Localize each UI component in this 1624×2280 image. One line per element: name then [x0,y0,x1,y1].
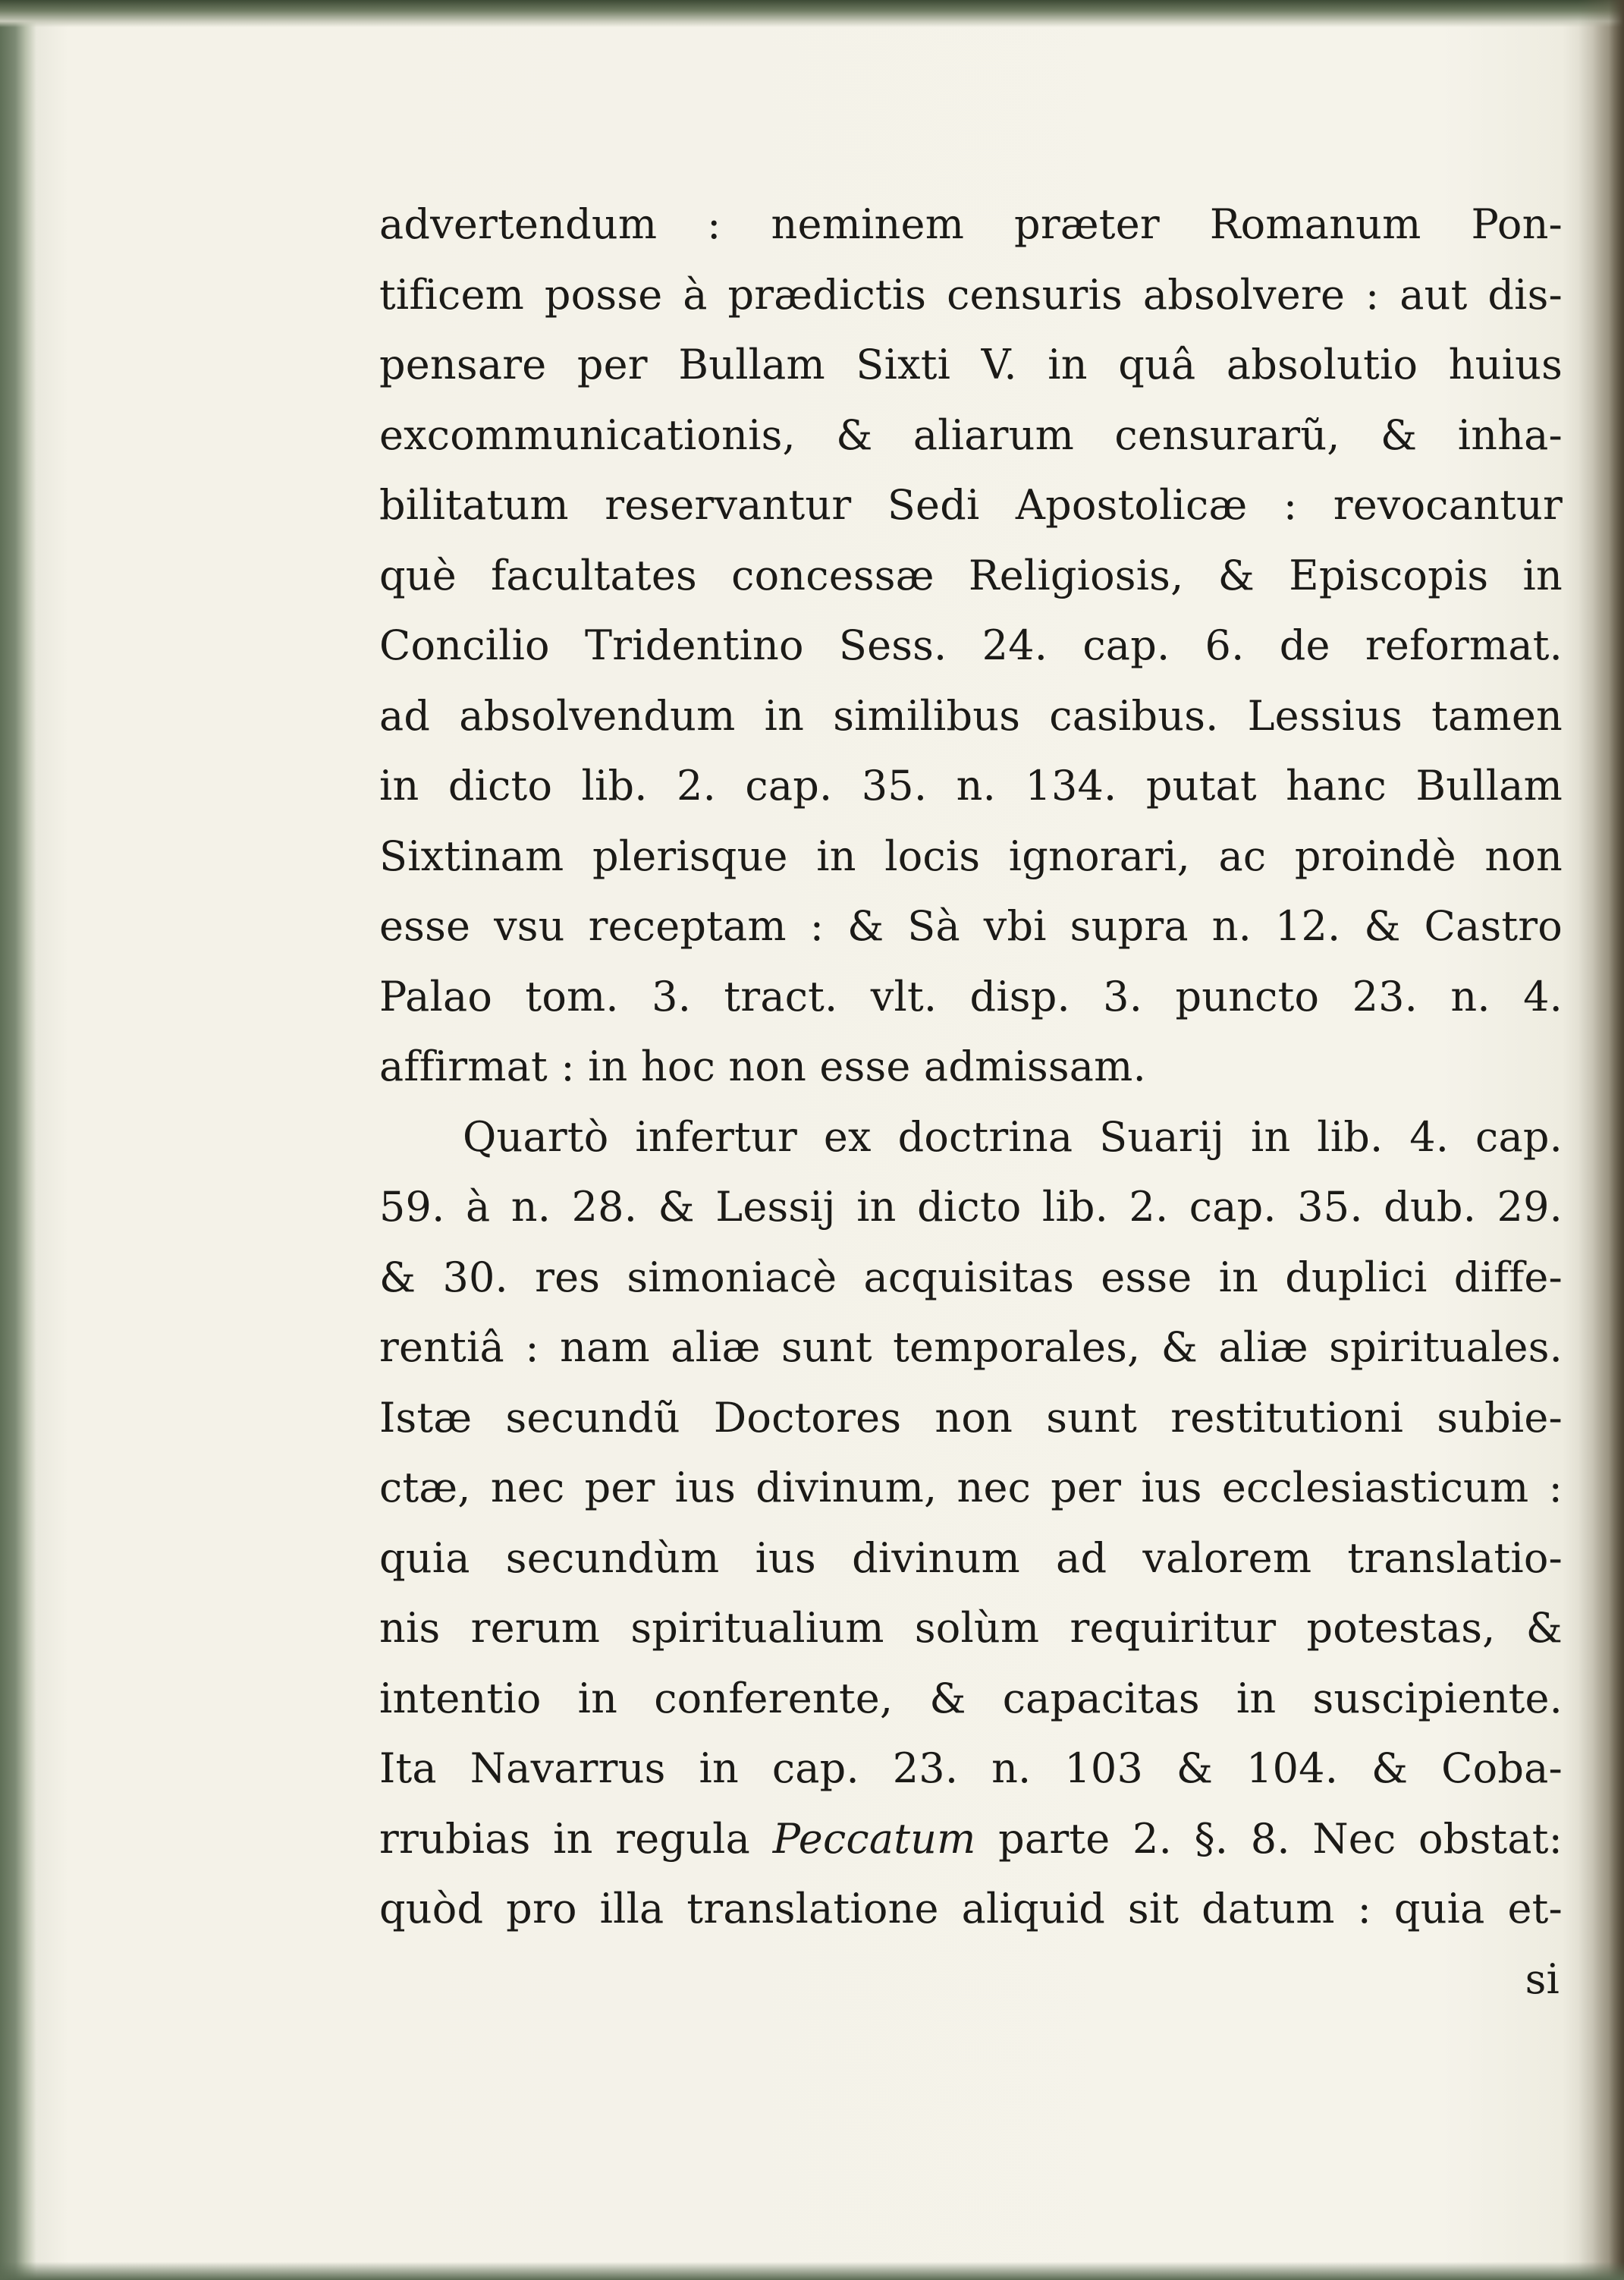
text-line: bilitatum reservantur Sedi Apostolicæ : revocantur [379,481,1563,529]
text-line: advertendum : neminem præter Romanum Pon- [379,200,1563,248]
text-line: affirmat : in hoc non esse admissam. [379,1043,1146,1090]
text-line: rrubias in regula Peccatum parte 2. §. 8. Nec obstat: [379,1814,1563,1863]
text-line: 59. à n. 28. & Lessij in dicto lib. 2. cap. 35. dub. 29. [379,1183,1563,1231]
text-line: rentiâ : nam aliæ sunt temporales, & aliæ spirituales. [379,1323,1563,1371]
text-line: tificem posse à prædictis censuris absolvere : aut dis- [379,270,1563,319]
text-line: intentio in conferente, & capacitas in suscipiente. [379,1674,1563,1722]
text-line: excommunicationis, & aliarum censurarũ, & inha- [379,410,1563,459]
text-line: Quartò infertur ex doctrina Suarij in lib. 4. cap. [463,1112,1563,1161]
text-line: esse vsu receptam : & Sà vbi supra n. 12. & Castro [379,902,1563,950]
text-line: quia secundùm ius divinum ad valorem translatio- [379,1533,1563,1582]
text-line: ctæ, nec per ius divinum, nec per ius ecclesiasticum : [379,1464,1563,1511]
text-line: & 30. res simoniacè acquisitas esse in duplici diffe- [379,1253,1563,1301]
text-line: Istæ secundũ Doctores non sunt restitutioni subie- [379,1393,1563,1442]
text-line: ad absolvendum in similibus casibus. Lessius tamen [379,691,1563,740]
page-top-edge [0,0,1624,27]
page-bottom-edge [0,2262,1624,2280]
body-text [379,190,1563,2014]
text-line: Sixtinam plerisque in locis ignorari, ac proindè non [379,832,1563,880]
text-line: pensare per Bullam Sixti V. in quâ absolutio huius [379,341,1563,388]
text-line: què facultates concessæ Religiosis, & Episcopis in [379,551,1563,599]
text-line: quòd pro illa translatione aliquid sit datum : quia et- [379,1885,1563,1932]
text-line: Palao tom. 3. tract. vlt. disp. 3. puncto 23. n. 4. [379,972,1563,1020]
catchword: si [1525,1955,1560,2003]
page-right-edge [1578,0,1624,2280]
text-line: Ita Navarrus in cap. 23. n. 103 & 104. & Coba- [379,1744,1563,1792]
text-line: nis rerum spiritualium solùm requiritur potestas, & [379,1604,1563,1652]
text-line: Concilio Tridentino Sess. 24. cap. 6. de reformat. [379,621,1563,669]
text-line: in dicto lib. 2. cap. 35. n. 134. putat hanc Bullam [379,762,1563,810]
italic-term: Peccatum [772,1814,976,1863]
